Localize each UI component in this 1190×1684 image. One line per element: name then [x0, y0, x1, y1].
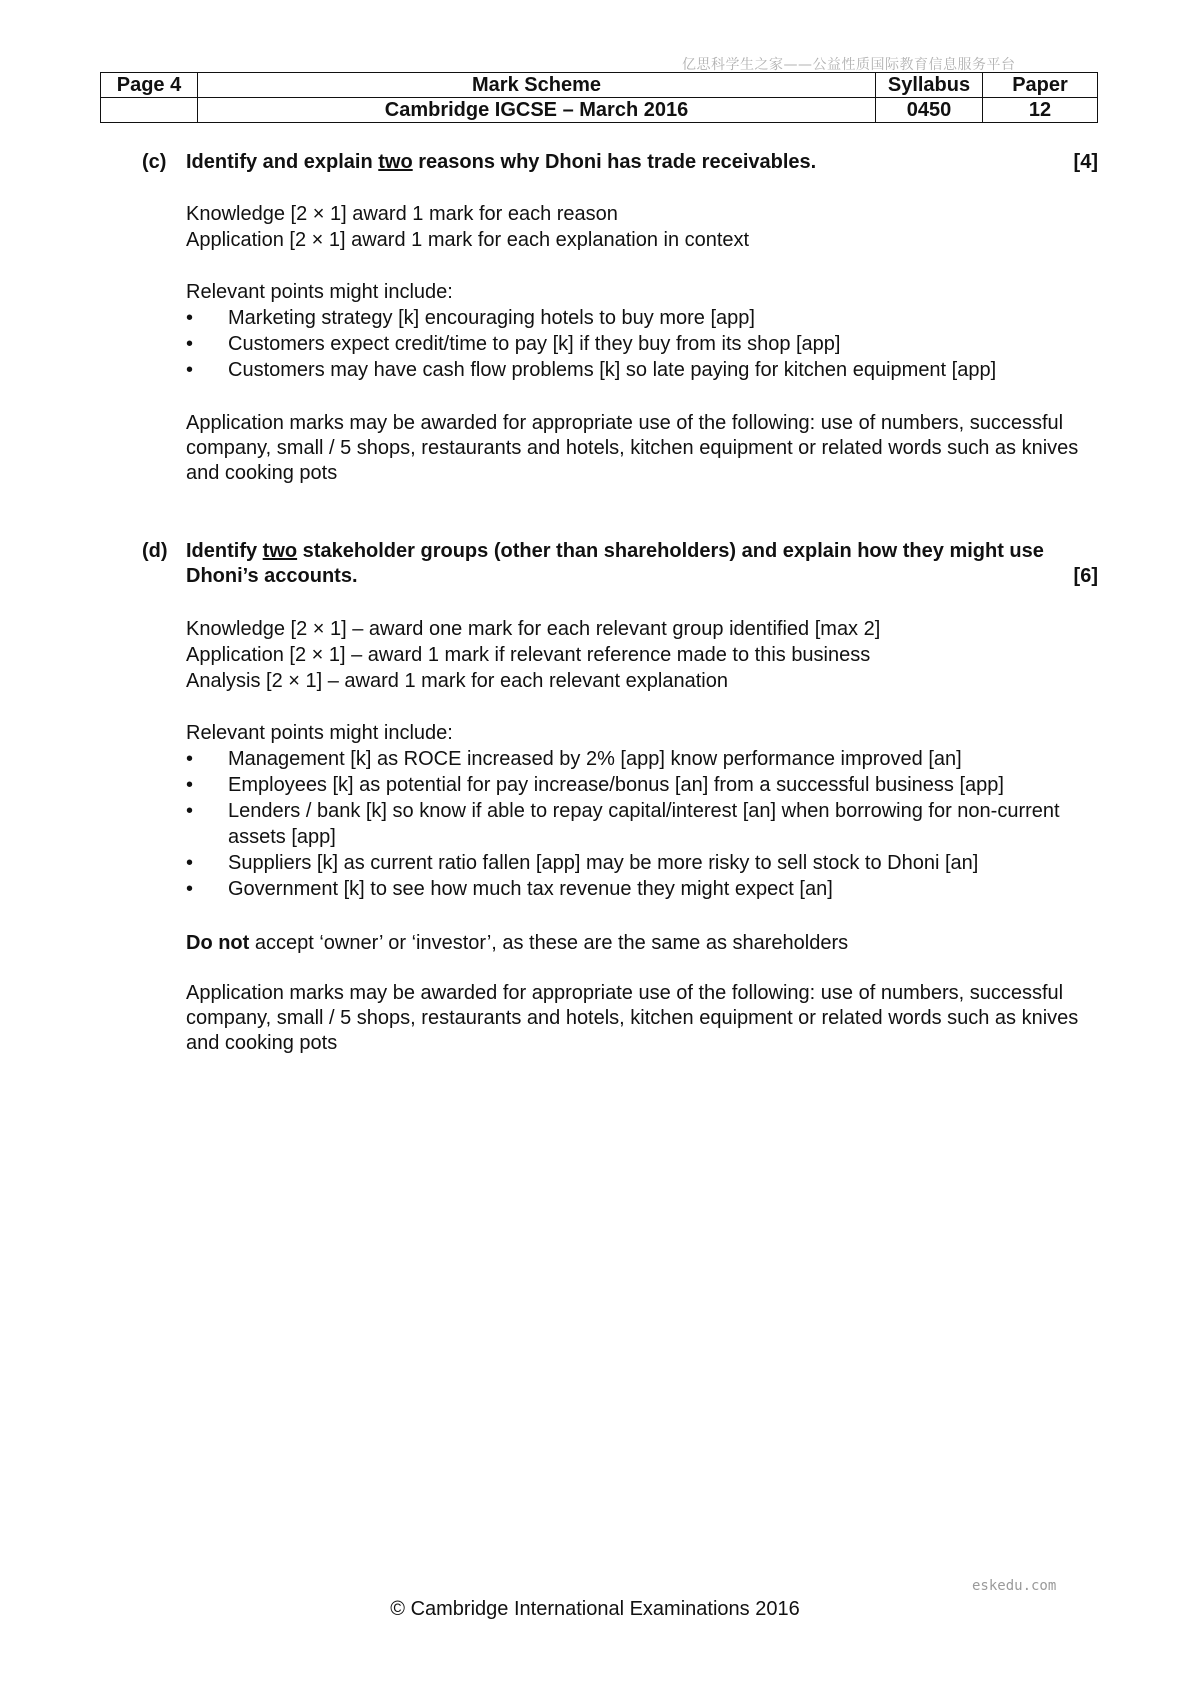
page-number: Page 4	[101, 73, 198, 98]
list-item: • Employees [k] as potential for pay increase/bonus [an] from a successful business [app]	[186, 772, 1098, 798]
criteria-c	[186, 201, 1098, 253]
question-text: Identify two stakeholder groups (other than shareholders) and explain how they might use Dhoni’s accounts.	[186, 540, 1044, 587]
points-d	[186, 720, 1098, 902]
watermark-text: 亿思科学生之家——公益性质国际教育信息服务平台	[682, 57, 1016, 73]
question-marks: [6]	[1073, 565, 1098, 587]
doc-subtitle: Cambridge IGCSE – March 2016	[198, 98, 876, 123]
list-item: • Marketing strategy [k] encouraging hotels to buy more [app]	[186, 305, 1098, 331]
criteria-d	[186, 616, 1098, 694]
paper-number: 12	[983, 98, 1098, 123]
criterion: Knowledge [2 × 1] award 1 mark for each reason	[186, 203, 618, 225]
list-item: • Customers expect credit/time to pay [k] if they buy from its shop [app]	[186, 331, 1098, 357]
criterion: Knowledge [2 × 1] – award one mark for each relevant group identified [max 2]	[186, 618, 881, 640]
question-number: (d)	[142, 540, 168, 562]
header-table	[100, 72, 1098, 123]
list-item: • Lenders / bank [k] so know if able to repay capital/interest [an] when borrowing for non-current assets [app]	[186, 798, 1098, 850]
do-not-note: Do not accept ‘owner’ or ‘investor’, as these are the same as shareholders	[186, 932, 849, 954]
points-intro: Relevant points might include:	[186, 281, 453, 303]
paper-label: Paper	[983, 73, 1098, 98]
empty-cell	[101, 98, 198, 123]
application-note-d: Application marks may be awarded for appropriate use of the following: use of numbers, successful company, small / 5 shops, restaurants and hotels, kitchen equipment or related words such as knives and cooking pots	[186, 982, 1079, 1054]
list-item: • Government [k] to see how much tax revenue they might expect [an]	[186, 876, 1098, 902]
doc-title: Mark Scheme	[198, 73, 876, 98]
list-item: • Suppliers [k] as current ratio fallen [app] may be more risky to sell stock to Dhoni [an]	[186, 850, 1098, 876]
list-item: • Management [k] as ROCE increased by 2% [app] know performance improved [an]	[186, 746, 1098, 772]
criterion: Application [2 × 1] award 1 mark for each explanation in context	[186, 229, 750, 251]
syllabus-code: 0450	[876, 98, 983, 123]
question-marks: [4]	[1073, 151, 1098, 173]
syllabus-label: Syllabus	[876, 73, 983, 98]
question-number: (c)	[142, 151, 167, 173]
question-d	[142, 539, 1098, 589]
criterion: Analysis [2 × 1] – award 1 mark for each relevant explanation	[186, 670, 728, 692]
points-intro: Relevant points might include:	[186, 722, 453, 744]
criterion: Application [2 × 1] – award 1 mark if relevant reference made to this business	[186, 644, 871, 666]
list-item: • Customers may have cash flow problems [k] so late paying for kitchen equipment [app]	[186, 357, 1098, 383]
question-text: Identify and explain two reasons why Dhoni has trade receivables.	[186, 151, 817, 173]
application-note-c: Application marks may be awarded for appropriate use of the following: use of numbers, successful company, small / 5 shops, restaurants and hotels, kitchen equipment or related words such as knives and cooking pots	[186, 412, 1079, 484]
points-c	[186, 279, 1098, 383]
watermark-text: eskedu.com	[972, 1578, 1057, 1594]
copyright-footer: © Cambridge International Examinations 2016	[390, 1598, 800, 1620]
